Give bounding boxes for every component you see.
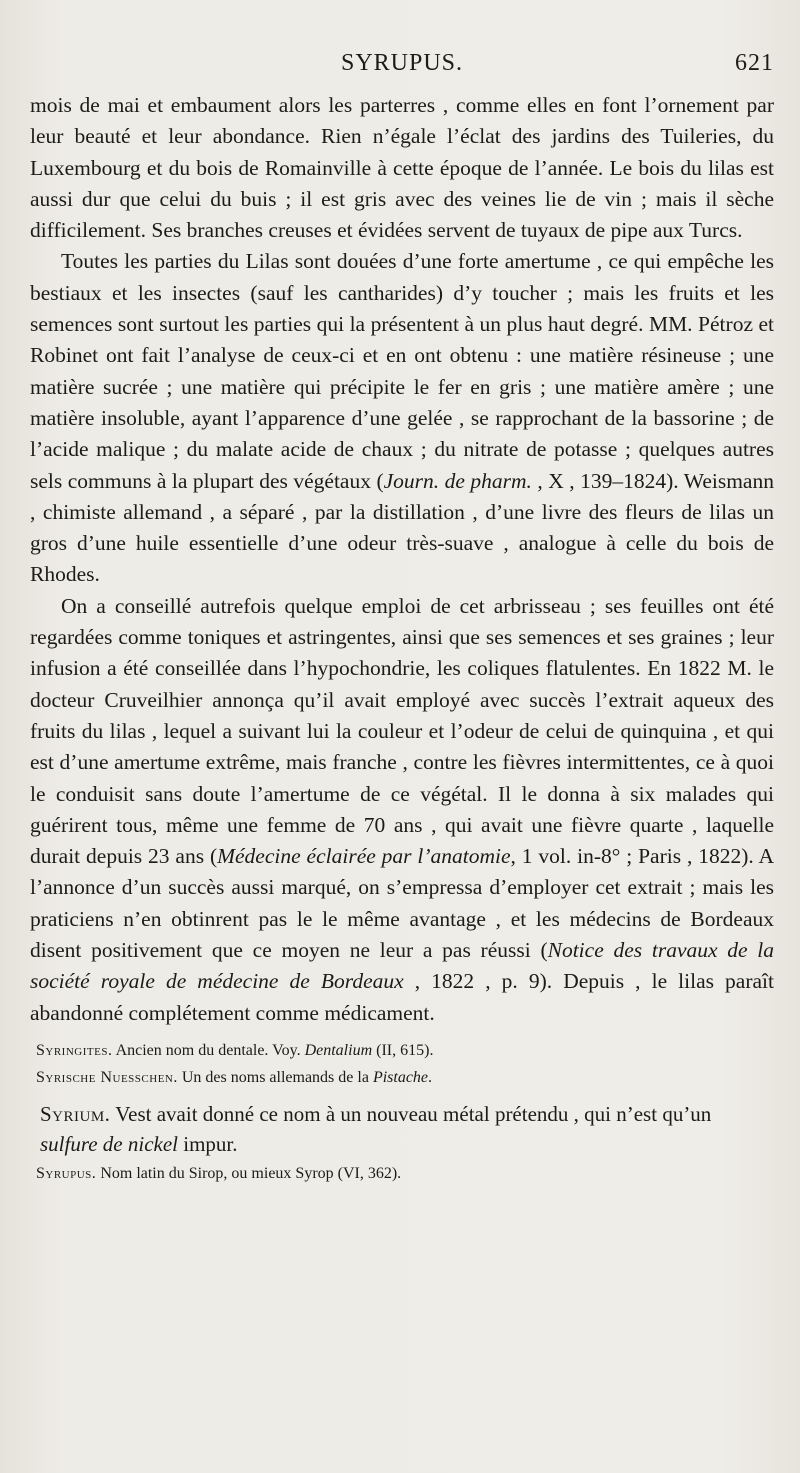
body-text xyxy=(30,90,774,1029)
entry-syrische-nuesschen xyxy=(30,1064,774,1091)
text-run: Vest avait donné ce nom à un nouveau métal prétendu , qui n’est qu’un xyxy=(110,1101,712,1126)
italic-reference: Notice des travaux de la société royale de médecine de Bordeaux xyxy=(30,938,774,994)
text-run: , X , 139–1824). Weismann , chimiste allemand , a séparé , par la distillation , d’une livre des fleurs de lilas un gros d’une huile essentielle d’une odeur très-suave , analogue à celle du bois de Rhodes. xyxy=(30,468,774,587)
running-head xyxy=(30,46,774,90)
text-run: , 1 vol. in-8° ; Paris , 1822). A l’annonce d’un succès aussi marqué, on s’empressa d’employer cet extrait ; mais les praticiens n’en obtinrent pas le le même avantage , et les médecins de Bordeaux disent positivement que ce moyen ne leur a pas réussi ( xyxy=(30,844,774,963)
text-run: Ancien nom du dentale. Voy. xyxy=(112,1041,305,1059)
dictionary-entries xyxy=(30,1037,774,1187)
entry-headword: Syringites. xyxy=(36,1041,113,1059)
text-run: impur. xyxy=(178,1132,238,1157)
entry-syrupus xyxy=(30,1160,774,1187)
text-run: . xyxy=(428,1068,433,1086)
italic-reference: Dentalium xyxy=(304,1041,373,1059)
text-run: , 1822 , p. 9). Depuis , le lilas paraît abandonné complétement comme médicament. xyxy=(30,969,774,1025)
paragraph-lilas-chemistry xyxy=(30,246,774,590)
page-number: 621 xyxy=(735,50,774,76)
entry-headword: Syrium. xyxy=(40,1101,111,1126)
text-run: (II, 615). xyxy=(372,1041,434,1059)
paragraph-continuation xyxy=(30,90,774,246)
running-title: SYRUPUS. xyxy=(340,50,464,76)
italic-reference: Pistache xyxy=(372,1068,429,1086)
italic-reference: Médecine éclairée par l’anatomie xyxy=(217,844,511,869)
entry-headword: Syrupus. xyxy=(36,1164,97,1182)
text-run: On a conseillé autrefois quelque emploi de cet arbrisseau ; ses feuilles ont été regardées comme toniques et astringentes, ainsi que ses semences et ses graines ; leur infusion a été conseillée dans l’hypochondrie, les coliques flatulentes. En 1822 M. le docteur Cruveilhier annonça qu’il avait employé avec succès l’extrait aqueux des fruits du lilas , lequel a suivant lui la couleur et l’odeur de celui de quinquina , et qui est d’une amertume extrême, mais franche , contre les fièvres intermittentes, ce à quoi le conduisit sans doute l’amertume de ce végétal. Il le donna à six malades qui guérirent tous, même une femme de 70 ans , qui avait une fièvre quarte , laquelle durait depuis 23 ans ( xyxy=(30,593,774,869)
text-run: Nom latin du Sirop, ou mieux Syrop (VI, 362). xyxy=(96,1164,402,1182)
text-run: Toutes les parties du Lilas sont douées d’une forte amertume , ce qui empêche les bestiaux et les insectes (sauf les cantharides) d’y toucher ; mais les fruits et les semences sont surtout les parties qui la présentent à un plus haut degré. MM. Pétroz et Robinet ont fait l’analyse de ceux-ci et en ont obtenu : une matière résineuse ; une matière sucrée ; une matière qui précipite le fer en gris ; une matière amère ; une matière insoluble, ayant l’apparence d’une gelée , se rapprochant de la bassorine ; de l’acide malique ; du malate acide de chaux ; du nitrate de potasse ; quelques autres sels communs à la plupart des végétaux ( xyxy=(30,249,774,493)
italic-reference: sulfure de nickel xyxy=(40,1132,179,1157)
text-run: Un des noms allemands de la xyxy=(177,1068,373,1086)
entry-headword: Syrische Nuesschen. xyxy=(36,1068,178,1086)
entry-syringites xyxy=(30,1037,774,1064)
entry-syrium xyxy=(30,1099,774,1160)
paragraph-lilas-medicine xyxy=(30,591,774,1029)
italic-reference: Journ. de pharm. xyxy=(383,468,532,493)
text-run: mois de mai et embaument alors les parterres , comme elles en font l’ornement par leur beauté et leur abondance. Rien n’égale l’éclat des jardins des Tuileries, du Luxembourg et du bois de Romainville à cette époque de l’année. Le bois du lilas est aussi dur que celui du buis ; il est gris avec des veines lie de vin ; mais il sèche difficilement. Ses branches creuses et évidées servent de tuyaux de pipe aux Turcs. xyxy=(30,93,774,243)
